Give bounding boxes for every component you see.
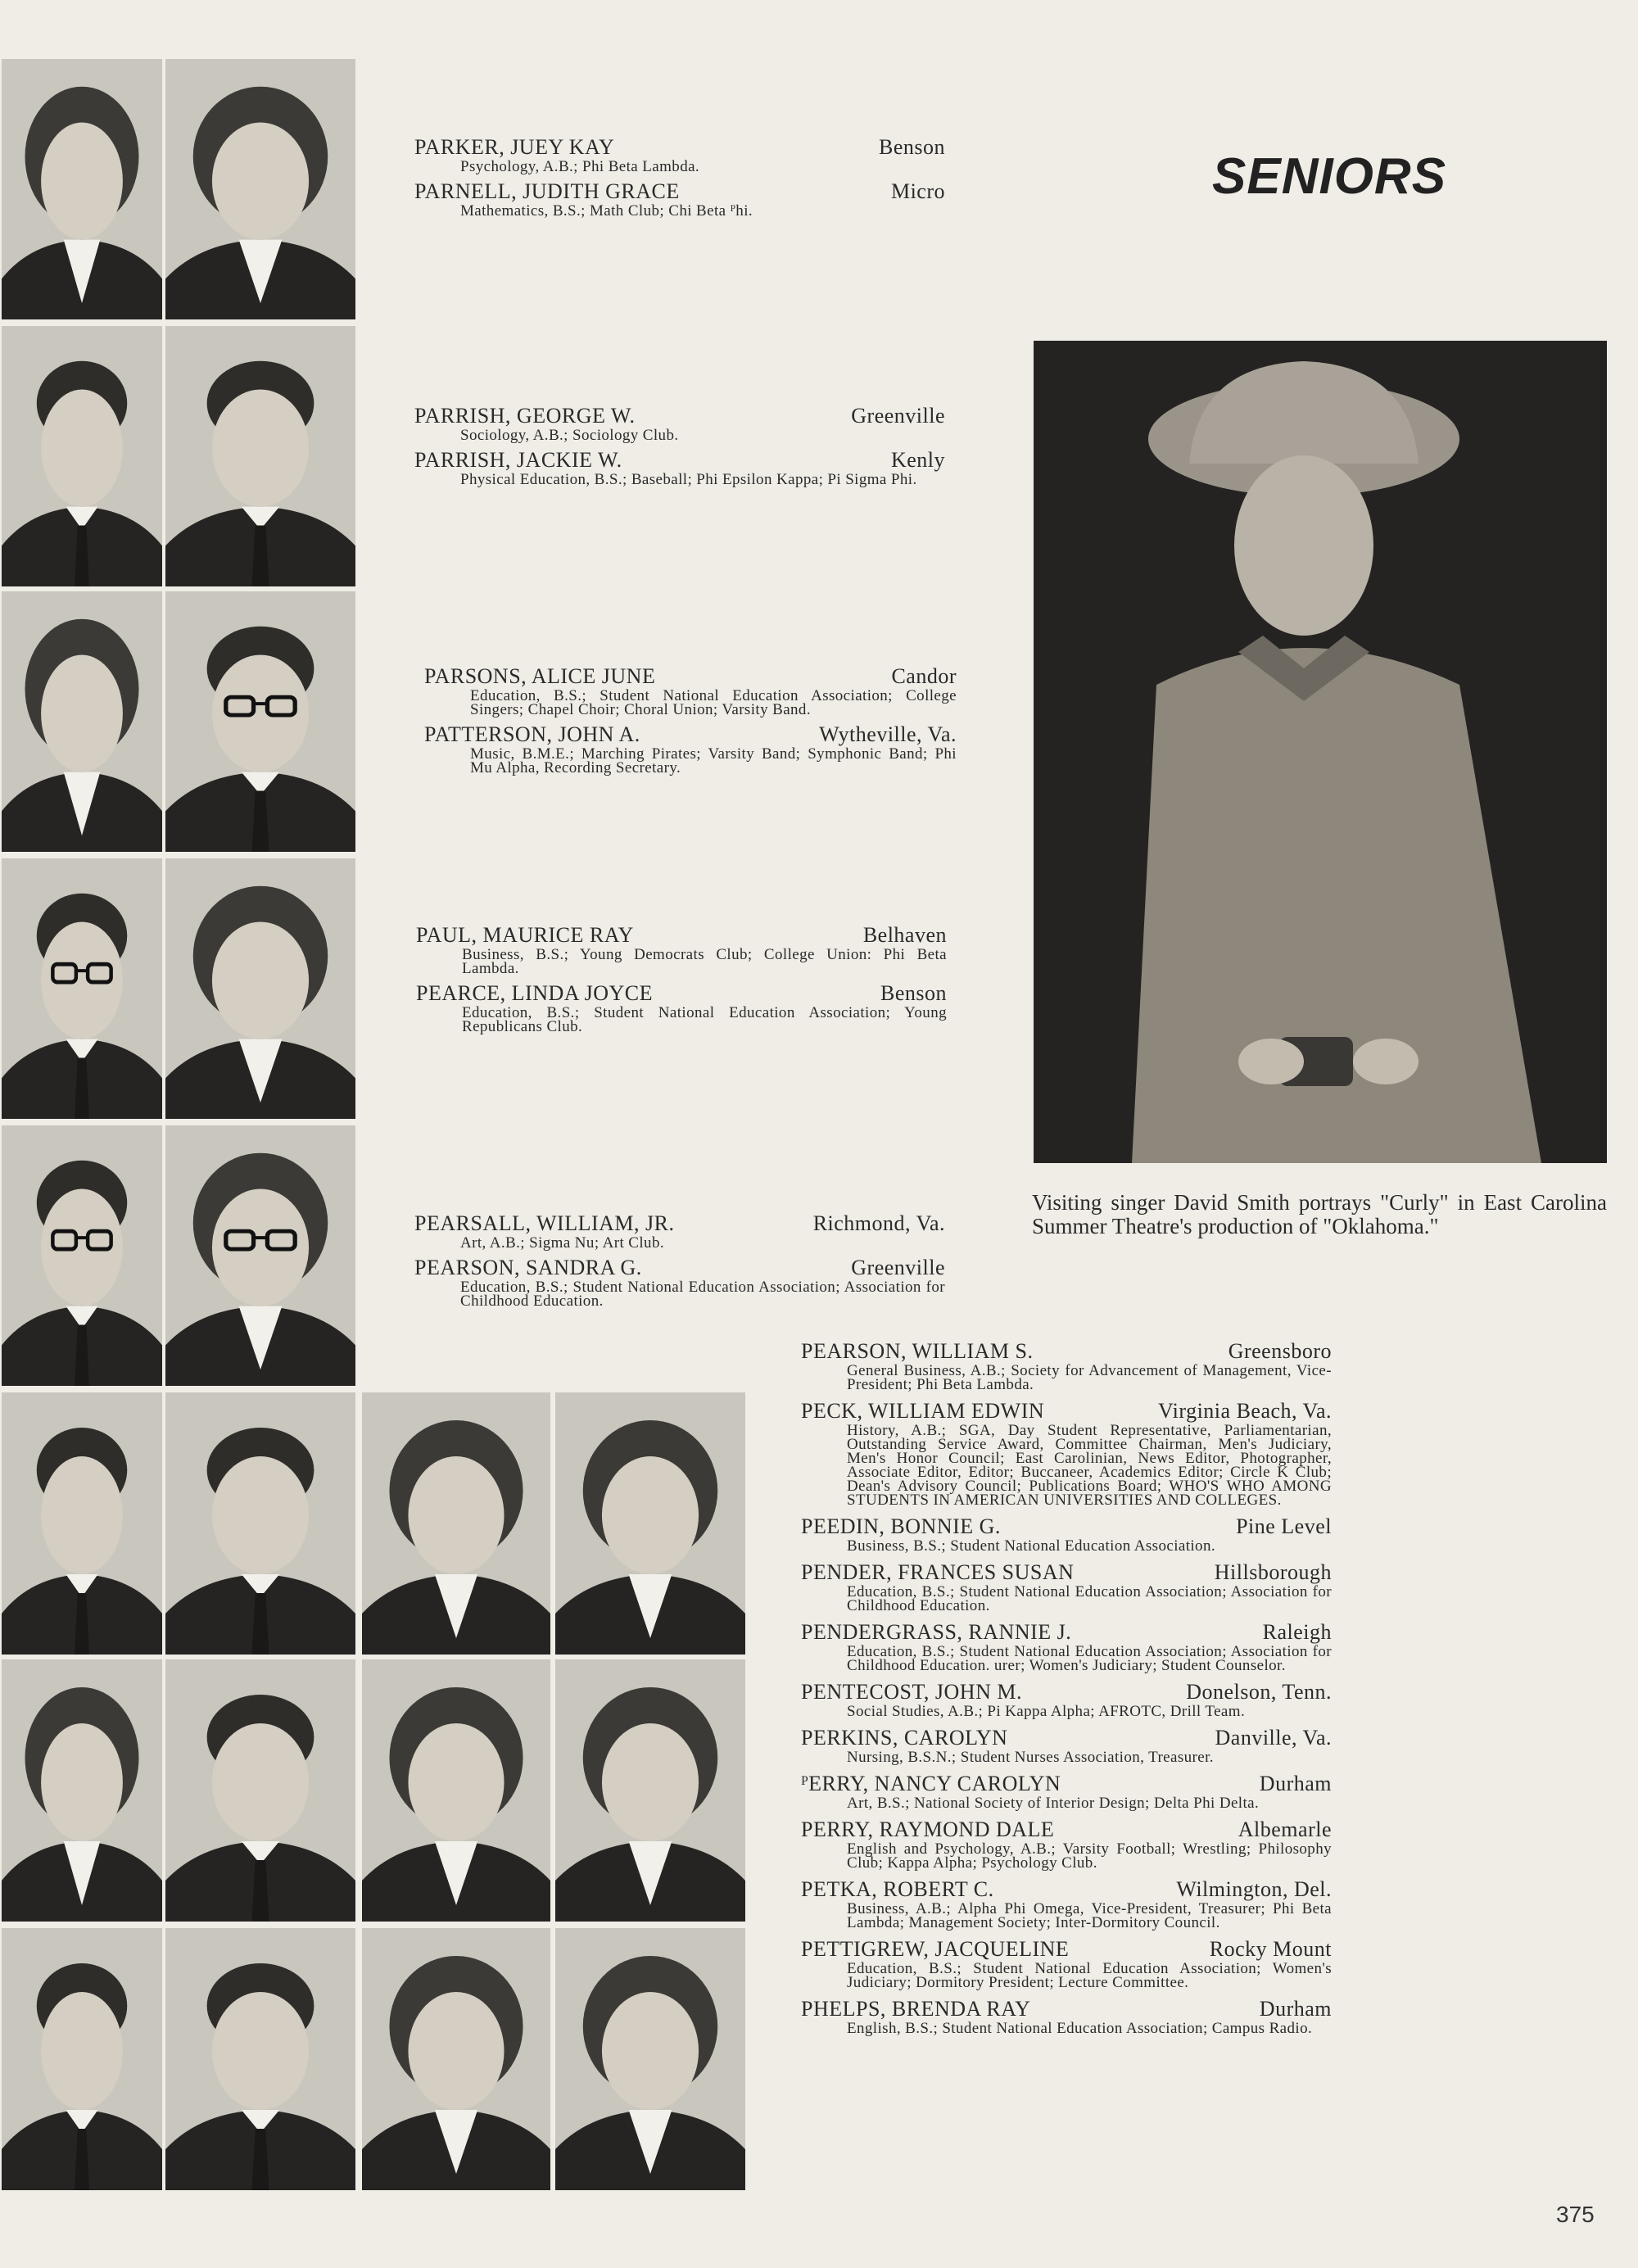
portrait-photo: [165, 1659, 355, 1922]
portrait-photo: [2, 1125, 162, 1386]
senior-details: Nursing, B.S.N.; Student Nurses Association, Treasurer.: [847, 1749, 1214, 1766]
name-block: [424, 665, 957, 781]
senior-entry: [801, 1621, 1332, 1673]
hometown: Richmond, Va.: [812, 1211, 945, 1235]
section-title: SENIORS: [1212, 148, 1447, 205]
senior-entry: [424, 723, 957, 775]
senior-entry: [801, 1400, 1332, 1507]
hometown: Benson: [879, 135, 945, 159]
senior-entry: [801, 1681, 1332, 1718]
hometown: Wilmington, Del.: [1176, 1877, 1332, 1901]
senior-name: PARRISH, JACKIE W.: [414, 448, 622, 472]
senior-entry: [801, 1938, 1332, 1990]
senior-name: PENDER, FRANCES SUSAN: [801, 1560, 1075, 1584]
hometown: Hillsborough: [1214, 1560, 1332, 1584]
senior-entry: [801, 1561, 1332, 1613]
senior-entry: [801, 1878, 1332, 1930]
senior-name: PAUL, MAURICE RAY: [416, 923, 634, 947]
senior-name: PENTECOST, JOHN M.: [801, 1680, 1022, 1704]
name-block: [414, 1212, 945, 1315]
portrait-photo: [2, 1392, 162, 1655]
name-line: [424, 723, 957, 746]
hometown: Virginia Beach, Va.: [1157, 1399, 1332, 1423]
portrait-photo: [165, 1928, 355, 2190]
senior-details: General Business, A.B.; Society for Advancement of Management, Vice-President; Phi Beta Lambda.: [847, 1362, 1332, 1393]
senior-details: Education, B.S.; Student National Education Association; College Singers; Chapel Choir; Choral Union; Varsity Band.: [470, 687, 957, 718]
hometown: Kenly: [890, 448, 945, 472]
hometown: Greenville: [851, 1256, 945, 1279]
senior-details: Business, A.B.; Alpha Phi Omega, Vice-President, Treasurer; Phi Beta Lambda; Management Society; Inter-Dormitory Council.: [847, 1900, 1332, 1931]
senior-details: Sociology, A.B.; Sociology Club.: [460, 427, 679, 444]
name-line: [801, 1772, 1332, 1795]
senior-details: English and Psychology, A.B.; Varsity Football; Wrestling; Philosophy Club; Kappa Alpha; Psychology Club.: [847, 1840, 1332, 1872]
senior-name: PERRY, RAYMOND DALE: [801, 1818, 1055, 1841]
portrait-photo: [362, 1659, 550, 1922]
senior-name: PEARSALL, WILLIAM, JR.: [414, 1211, 675, 1235]
name-line: [414, 449, 945, 472]
senior-details: Music, B.M.E.; Marching Pirates; Varsity Band; Symphonic Band; Phi Mu Alpha, Recording Secretary.: [470, 745, 957, 776]
senior-entry: [416, 924, 947, 976]
portrait-photo: [362, 1928, 550, 2190]
name-line: [416, 982, 947, 1005]
name-line: [801, 1515, 1332, 1538]
senior-name: PARRISH, GEORGE W.: [414, 404, 636, 428]
portrait-photo: [555, 1928, 745, 2190]
portrait-photo: [2, 1928, 162, 2190]
name-block: [416, 924, 947, 1040]
senior-details: Education, B.S.; Student National Education Association; Association for Childhood Education.: [847, 1583, 1332, 1614]
name-line: [801, 1727, 1332, 1750]
name-line: [414, 1212, 945, 1235]
hometown: Durham: [1259, 1772, 1332, 1795]
name-line: [801, 1938, 1332, 1961]
portrait-photo: [165, 1125, 355, 1386]
senior-name: PETTIGREW, JACQUELINE: [801, 1937, 1070, 1961]
hometown: Albemarle: [1238, 1818, 1332, 1841]
hometown: Benson: [880, 981, 947, 1005]
portrait-photo: [555, 1659, 745, 1922]
name-line: [801, 1818, 1332, 1841]
name-line: [424, 665, 957, 688]
portrait-photo: [165, 591, 355, 852]
hometown: Greenville: [851, 404, 945, 428]
name-line: [414, 136, 945, 159]
hometown: Danville, Va.: [1215, 1726, 1332, 1750]
hometown: Belhaven: [862, 923, 947, 947]
senior-entry: [801, 1818, 1332, 1870]
portrait-photo: [362, 1392, 550, 1655]
senior-details: Social Studies, A.B.; Pi Kappa Alpha; AFROTC, Drill Team.: [847, 1703, 1246, 1720]
senior-name: PETKA, ROBERT C.: [801, 1877, 994, 1901]
hometown: Donelson, Tenn.: [1186, 1680, 1332, 1704]
senior-entry: [801, 1998, 1332, 2035]
portrait-photo: [555, 1392, 745, 1655]
senior-details: Art, B.S.; National Society of Interior Design; Delta Phi Delta.: [847, 1795, 1260, 1812]
senior-entry: [801, 1515, 1332, 1553]
senior-entry: [801, 1727, 1332, 1764]
senior-details: Education, B.S.; Student National Education Association; Association for Childhood Education. urer; Women's Judiciary; Student Counselor.: [847, 1643, 1332, 1674]
senior-details: Mathematics, B.S.; Math Club; Chi Beta ᴾhi.: [460, 202, 753, 220]
hometown: Raleigh: [1262, 1620, 1332, 1644]
name-line: [801, 1340, 1332, 1363]
name-block: [414, 136, 945, 224]
lower-name-list: [801, 1340, 1332, 2044]
senior-entry: [414, 449, 945, 487]
name-line: [416, 924, 947, 947]
feature-photo: [1034, 341, 1607, 1163]
senior-details: Psychology, A.B.; Phi Beta Lambda.: [460, 158, 700, 175]
name-line: [414, 180, 945, 203]
name-line: [801, 1878, 1332, 1901]
senior-details: Art, A.B.; Sigma Nu; Art Club.: [460, 1234, 664, 1252]
senior-name: PEARSON, WILLIAM S.: [801, 1339, 1034, 1363]
senior-details: Education, B.S.; Student National Education Association; Women's Judiciary; Dormitory President; Lecture Committee.: [847, 1960, 1332, 1991]
hometown: Greensboro: [1228, 1339, 1332, 1363]
senior-entry: [414, 136, 945, 174]
portrait-photo: [2, 858, 162, 1119]
name-line: [801, 1400, 1332, 1423]
hometown: Rocky Mount: [1209, 1937, 1332, 1961]
portrait-photo: [2, 591, 162, 852]
name-line: [801, 1681, 1332, 1704]
senior-entry: [416, 982, 947, 1034]
senior-details: History, A.B.; SGA, Day Student Representative, Parliamentarian, Outstanding Service Award, Committee Chairman, Men's Judiciary, Men's Honor Council; East Carolinian, News Editor, Photographer, Associate Editor, Editor; Buccaneer, Academics Editor; Circle K Club; Dean's Advisory Council; Publications Board; WHO'S WHO AMONG STUDENTS IN AMERICAN UNIVERSITIES AND COLLEGES.: [847, 1422, 1332, 1509]
senior-name: PENDERGRASS, RANNIE J.: [801, 1620, 1072, 1644]
page-number: 375: [1556, 2202, 1595, 2227]
senior-name: PEARCE, LINDA JOYCE: [416, 981, 654, 1005]
senior-entry: [424, 665, 957, 717]
name-line: [801, 1561, 1332, 1584]
senior-name: PEARSON, SANDRA G.: [414, 1256, 642, 1279]
senior-name: PEEDIN, BONNIE G.: [801, 1514, 1001, 1538]
senior-name: PARNELL, JUDITH GRACE: [414, 179, 680, 203]
senior-name: PHELPS, BRENDA RAY: [801, 1997, 1031, 2021]
senior-entry: [414, 405, 945, 442]
feature-photo-caption: Visiting singer David Smith portrays "Curly" in East Carolina Summer Theatre's production of "Oklahoma.": [1032, 1190, 1607, 1238]
senior-name: PARSONS, ALICE JUNE: [424, 664, 656, 688]
name-line: [414, 1256, 945, 1279]
name-line: [801, 1621, 1332, 1644]
senior-details: Business, B.S.; Young Democrats Club; College Union: Phi Beta Lambda.: [462, 946, 947, 977]
senior-details: Business, B.S.; Student National Education Association.: [847, 1537, 1216, 1555]
senior-name: PARKER, JUEY KAY: [414, 135, 615, 159]
portrait-photo: [165, 326, 355, 586]
portrait-photo: [2, 59, 162, 319]
senior-entry: [414, 180, 945, 218]
portrait-photo: [2, 1659, 162, 1922]
senior-details: Education, B.S.; Student National Education Association; Young Republicans Club.: [462, 1004, 947, 1035]
hometown: Micro: [890, 179, 945, 203]
hometown: Durham: [1259, 1997, 1332, 2021]
senior-entry: [801, 1340, 1332, 1392]
senior-name: PATTERSON, JOHN A.: [424, 722, 640, 746]
portrait-photo: [2, 326, 162, 586]
senior-name: PECK, WILLIAM EDWIN: [801, 1399, 1045, 1423]
portrait-photo: [165, 59, 355, 319]
senior-details: English, B.S.; Student National Education Association; Campus Radio.: [847, 2020, 1313, 2037]
senior-entry: [414, 1256, 945, 1308]
hometown: Pine Level: [1236, 1514, 1332, 1538]
portrait-photo: [165, 858, 355, 1119]
portrait-photo: [165, 1392, 355, 1655]
senior-name: PERKINS, CAROLYN: [801, 1726, 1008, 1750]
senior-details: Education, B.S.; Student National Education Association; Association for Childhood Education.: [460, 1279, 945, 1310]
name-block: [414, 405, 945, 493]
senior-entry: [801, 1772, 1332, 1810]
senior-entry: [414, 1212, 945, 1250]
hometown: Candor: [891, 664, 957, 688]
hometown: Wytheville, Va.: [819, 722, 957, 746]
senior-name: ᴾERRY, NANCY CAROLYN: [801, 1772, 1061, 1795]
senior-details: Physical Education, B.S.; Baseball; Phi Epsilon Kappa; Pi Sigma Phi.: [460, 471, 917, 488]
name-line: [801, 1998, 1332, 2021]
name-line: [414, 405, 945, 428]
